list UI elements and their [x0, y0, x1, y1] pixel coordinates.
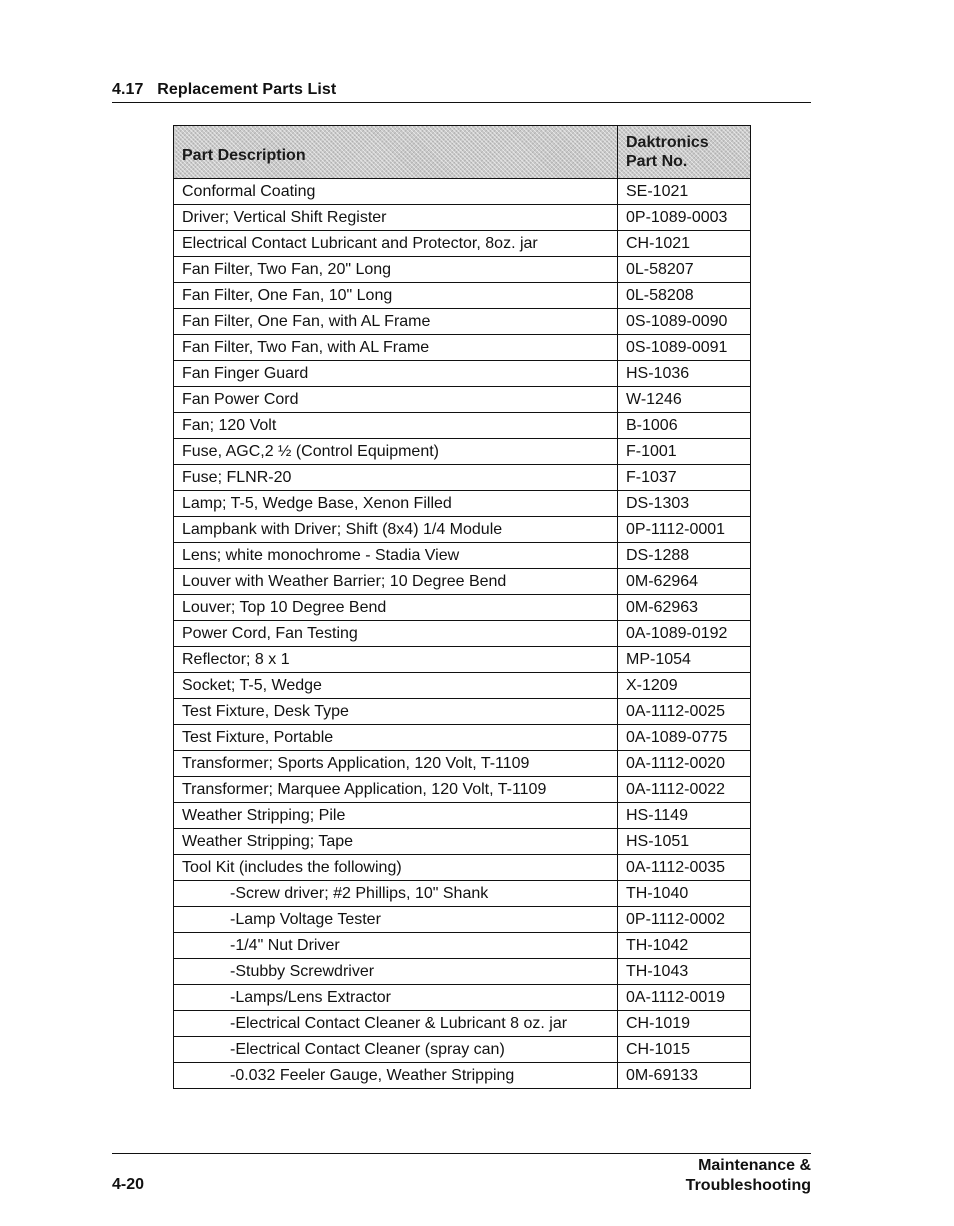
table-row — [174, 205, 751, 231]
footer-rule — [112, 1153, 811, 1154]
part-number-cell: DS-1288 — [618, 543, 751, 569]
part-description-cell: Fan; 120 Volt — [174, 413, 618, 439]
part-description-cell: Fan Filter, One Fan, 10" Long — [174, 283, 618, 309]
part-description-cell: Louver; Top 10 Degree Bend — [174, 595, 618, 621]
part-number-cell: 0M-62963 — [618, 595, 751, 621]
table-row — [174, 517, 751, 543]
part-description-cell: Louver with Weather Barrier; 10 Degree Bend — [174, 569, 618, 595]
table-row — [174, 647, 751, 673]
section-title-text: Replacement Parts List — [157, 81, 337, 98]
part-number-cell: 0A-1112-0020 — [618, 751, 751, 777]
table-row — [174, 179, 751, 205]
part-description-cell: -Electrical Contact Cleaner (spray can) — [174, 1037, 618, 1063]
table-row — [174, 959, 751, 985]
part-number-cell: W-1246 — [618, 387, 751, 413]
part-description-cell: -1/4" Nut Driver — [174, 933, 618, 959]
table-row — [174, 933, 751, 959]
part-number-cell: 0S-1089-0091 — [618, 335, 751, 361]
table-header-row — [174, 126, 751, 179]
part-number-cell: MP-1054 — [618, 647, 751, 673]
part-description-cell: Weather Stripping; Pile — [174, 803, 618, 829]
table-row — [174, 803, 751, 829]
part-description-cell: Power Cord, Fan Testing — [174, 621, 618, 647]
table-row — [174, 413, 751, 439]
parts-table-body — [174, 179, 751, 1089]
part-number-cell: TH-1042 — [618, 933, 751, 959]
part-description-cell: Socket; T-5, Wedge — [174, 673, 618, 699]
part-number-cell: HS-1036 — [618, 361, 751, 387]
part-description-cell: Tool Kit (includes the following) — [174, 855, 618, 881]
part-description-cell: Fan Finger Guard — [174, 361, 618, 387]
part-description-cell: Electrical Contact Lubricant and Protector, 8oz. jar — [174, 231, 618, 257]
part-number-cell: 0S-1089-0090 — [618, 309, 751, 335]
table-row — [174, 777, 751, 803]
header-part-number-line1: Daktronics — [626, 134, 709, 151]
table-row — [174, 257, 751, 283]
table-row — [174, 1063, 751, 1089]
part-description-cell: -Electrical Contact Cleaner & Lubricant 8 oz. jar — [174, 1011, 618, 1037]
part-number-cell: 0P-1112-0002 — [618, 907, 751, 933]
table-row — [174, 283, 751, 309]
part-description-cell: Lamp; T-5, Wedge Base, Xenon Filled — [174, 491, 618, 517]
part-description-cell: Fuse, AGC,2 ½ (Control Equipment) — [174, 439, 618, 465]
part-description-cell: Transformer; Sports Application, 120 Volt, T-1109 — [174, 751, 618, 777]
part-description-cell: Weather Stripping; Tape — [174, 829, 618, 855]
part-number-cell: 0L-58207 — [618, 257, 751, 283]
part-description-cell: -Lamp Voltage Tester — [174, 907, 618, 933]
part-description-cell: Lens; white monochrome - Stadia View — [174, 543, 618, 569]
table-row — [174, 231, 751, 257]
part-number-cell: B-1006 — [618, 413, 751, 439]
table-row — [174, 309, 751, 335]
table-row — [174, 543, 751, 569]
table-row — [174, 361, 751, 387]
title-rule — [112, 102, 811, 103]
part-number-cell: CH-1021 — [618, 231, 751, 257]
part-description-cell: Lampbank with Driver; Shift (8x4) 1/4 Module — [174, 517, 618, 543]
header-part-description: Part Description — [174, 126, 618, 179]
table-row — [174, 595, 751, 621]
table-row — [174, 751, 751, 777]
table-row — [174, 1011, 751, 1037]
table-row — [174, 621, 751, 647]
part-description-cell: Test Fixture, Portable — [174, 725, 618, 751]
part-number-cell: 0M-69133 — [618, 1063, 751, 1089]
part-number-cell: 0A-1112-0019 — [618, 985, 751, 1011]
part-number-cell: HS-1051 — [618, 829, 751, 855]
part-number-cell: 0A-1112-0035 — [618, 855, 751, 881]
page-number: 4-20 — [112, 1176, 145, 1193]
table-row — [174, 725, 751, 751]
part-number-cell: F-1001 — [618, 439, 751, 465]
table-row — [174, 829, 751, 855]
part-number-cell: 0L-58208 — [618, 283, 751, 309]
table-row — [174, 491, 751, 517]
table-row — [174, 1037, 751, 1063]
part-number-cell: DS-1303 — [618, 491, 751, 517]
part-description-cell: Fan Filter, One Fan, with AL Frame — [174, 309, 618, 335]
part-number-cell: 0A-1112-0025 — [618, 699, 751, 725]
table-row — [174, 387, 751, 413]
part-number-cell: 0A-1112-0022 — [618, 777, 751, 803]
table-row — [174, 569, 751, 595]
section-number: 4.17 — [112, 81, 144, 98]
part-number-cell: HS-1149 — [618, 803, 751, 829]
part-description-cell: Conformal Coating — [174, 179, 618, 205]
part-number-cell: X-1209 — [618, 673, 751, 699]
part-description-cell: -Stubby Screwdriver — [174, 959, 618, 985]
chapter-title-line2: Troubleshooting — [685, 1177, 811, 1194]
table-row — [174, 439, 751, 465]
part-description-cell: -0.032 Feeler Gauge, Weather Stripping — [174, 1063, 618, 1089]
section-title — [112, 81, 336, 99]
part-number-cell: 0A-1089-0775 — [618, 725, 751, 751]
part-number-cell: 0P-1089-0003 — [618, 205, 751, 231]
part-description-cell: Fan Filter, Two Fan, with AL Frame — [174, 335, 618, 361]
part-description-cell: Driver; Vertical Shift Register — [174, 205, 618, 231]
table-row — [174, 673, 751, 699]
part-description-cell: Fuse; FLNR-20 — [174, 465, 618, 491]
table-row — [174, 699, 751, 725]
part-number-cell: CH-1019 — [618, 1011, 751, 1037]
part-description-cell: Fan Power Cord — [174, 387, 618, 413]
chapter-title-line1: Maintenance & — [698, 1157, 811, 1174]
header-part-number-line2: Part No. — [626, 153, 688, 170]
part-description-cell: Reflector; 8 x 1 — [174, 647, 618, 673]
part-number-cell: 0P-1112-0001 — [618, 517, 751, 543]
table-row — [174, 465, 751, 491]
part-number-cell: CH-1015 — [618, 1037, 751, 1063]
part-number-cell: SE-1021 — [618, 179, 751, 205]
table-row — [174, 881, 751, 907]
table-row — [174, 985, 751, 1011]
part-number-cell: 0A-1089-0192 — [618, 621, 751, 647]
part-description-cell: -Lamps/Lens Extractor — [174, 985, 618, 1011]
parts-table — [173, 125, 751, 1089]
chapter-title — [686, 1156, 811, 1196]
part-number-cell: F-1037 — [618, 465, 751, 491]
part-description-cell: -Screw driver; #2 Phillips, 10" Shank — [174, 881, 618, 907]
header-part-number — [618, 126, 751, 179]
table-row — [174, 335, 751, 361]
part-description-cell: Transformer; Marquee Application, 120 Volt, T-1109 — [174, 777, 618, 803]
part-number-cell: 0M-62964 — [618, 569, 751, 595]
part-number-cell: TH-1043 — [618, 959, 751, 985]
table-row — [174, 855, 751, 881]
part-number-cell: TH-1040 — [618, 881, 751, 907]
part-description-cell: Fan Filter, Two Fan, 20" Long — [174, 257, 618, 283]
table-row — [174, 907, 751, 933]
part-description-cell: Test Fixture, Desk Type — [174, 699, 618, 725]
